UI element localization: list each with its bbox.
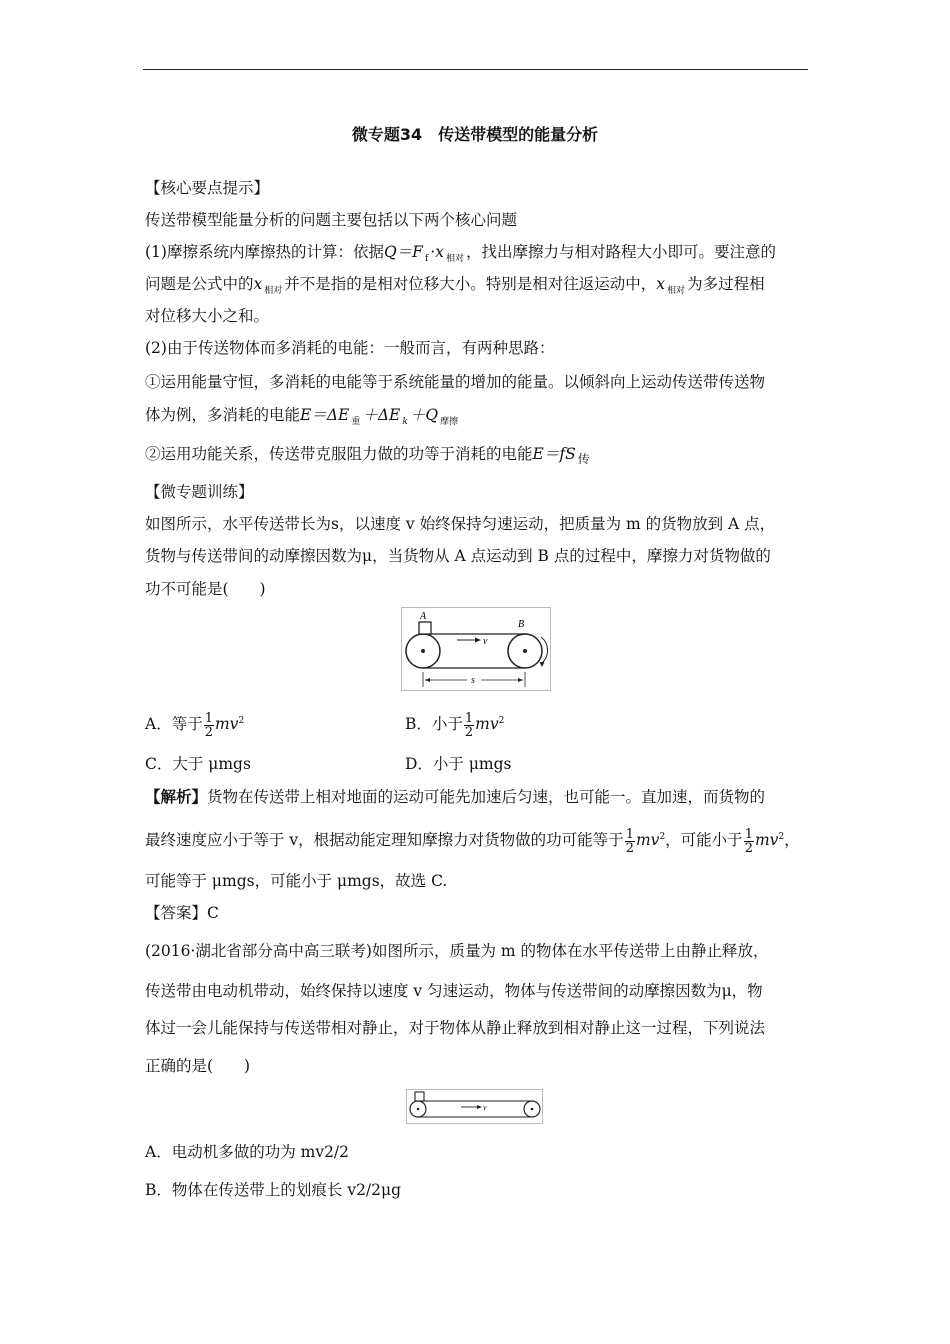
section-core-heading: 【核心要点提示】 [145, 179, 270, 197]
label-a: A [420, 611, 427, 622]
label-b: B [518, 619, 525, 630]
q1-line-1: 如图所示，水平传送带长为s，以速度 v 始终保持匀速运动，把质量为 m 的货物放到 A 点， [145, 515, 776, 533]
point-1-line-1: (1)摩擦系统内摩擦热的计算：依据Q＝F $_f$ ·x $_{相对}$ ，找出摩擦力与相对路程大小即可。要注意的 [145, 243, 776, 264]
figure-frame [407, 1090, 543, 1124]
label-v: v [483, 1103, 487, 1112]
section-training-heading: 【微专题训练】 [145, 483, 254, 501]
cargo-box [419, 622, 431, 634]
point-1-line-2: 问题是公式中的x $_{相对}$ 并不是指的是相对位移大小。特别是相对往返运动中，x $_{相对}$ 为多过程相 [145, 275, 765, 296]
page-title: 微专题34 传送带模型的能量分析 [351, 125, 599, 144]
q2-line-3: 体过一会儿能保持与传送带相对静止，对于物体从静止释放到相对静止这一过程，下列说法 [145, 1019, 766, 1037]
fraction-half: $\frac{1}{2}$ [464, 710, 474, 740]
analysis-line-1: 【解析】货物在传送带上相对地面的运动可能先加速后匀速，也可能一。直加速，而货物的 [145, 788, 766, 806]
velocity-arrowhead [477, 1105, 482, 1109]
point-2-1-line-2: 体为例，多消耗的电能E＝ΔE $_重$ ＋ΔE $_k$ ＋Q $_{摩擦}$ [145, 406, 459, 427]
q2-line-2: 传送带由电动机带动，始终保持以速度 v 匀速运动，物体与传送带间的动摩擦因数为μ，物 [145, 982, 763, 1000]
point-2-1-line-1: ①运用能量守恒，多消耗的电能等于系统能量的增加的能量。以倾斜向上运动传送带传送物 [145, 373, 766, 391]
dim-arrow-right [518, 678, 523, 682]
q1-line-3: 功不可能是( ) [145, 580, 266, 598]
right-axle [523, 649, 527, 653]
label-v: v [483, 636, 488, 647]
q1-option-a: A．等于 $\frac{1}{2}$ $mv^2$ [145, 710, 245, 740]
q1-option-b: B．小于 $\frac{1}{2}$ $mv^2$ [405, 710, 505, 740]
cargo-box [415, 1092, 424, 1101]
header-rule [143, 69, 808, 70]
q1-option-c: C．大于 μmgs [145, 755, 251, 773]
label-s: s [471, 675, 475, 686]
velocity-arrowhead [475, 638, 481, 643]
conveyor-figure-2 [406, 1089, 543, 1124]
rotation-arrowhead [540, 662, 545, 667]
fraction-half: $\frac{1}{2}$ [204, 710, 213, 740]
answer-1: 【答案】C [145, 904, 219, 922]
analysis-line-2: 最终速度应小于等于 v，根据动能定理知摩擦力对货物做的功可能等于 $\frac{1}{2}$ $mv^2$，可能小于 $\frac{1}{2}$ $mv^2$， [145, 826, 800, 856]
analysis-line-3: 可能等于 μmgs，可能小于 μmgs，故选 C. [145, 872, 448, 890]
point-1-line-3: 对位移大小之和。 [145, 307, 270, 325]
q1-line-2: 货物与传送带间的动摩擦因数为μ，当货物从 A 点运动到 B 点的过程中，摩擦力对货物做的 [145, 547, 771, 565]
q2-line-1: (2016·湖北省部分高中高三联考)如图所示，质量为 m 的物体在水平传送带上由静止释放， [145, 942, 769, 960]
intro-text: 传送带模型能量分析的问题主要包括以下两个核心问题 [145, 211, 518, 229]
point-2-heading: (2)由于传送物体而多消耗的电能：一般而言，有两种思路： [145, 339, 555, 357]
fraction-half: $\frac{1}{2}$ [625, 826, 634, 856]
q2-option-a: A．电动机多做的功为 mv2/2 [145, 1143, 350, 1161]
q1-option-d: D．小于 μmgs [405, 755, 512, 773]
point-2-2-line: ②运用功能关系，传送带克服阻力做的功等于消耗的电能E＝fS $_传$ [145, 445, 590, 466]
q2-option-b: B．物体在传送带上的划痕长 v2/2μg [145, 1181, 402, 1199]
right-axle [531, 1108, 534, 1111]
fraction-half: $\frac{1}{2}$ [744, 826, 753, 856]
left-axle [417, 1108, 420, 1111]
conveyor-figure-1 [401, 607, 551, 691]
left-axle [421, 649, 425, 653]
q2-line-4: 正确的是( ) [145, 1057, 251, 1075]
dim-arrow-left [425, 678, 430, 682]
